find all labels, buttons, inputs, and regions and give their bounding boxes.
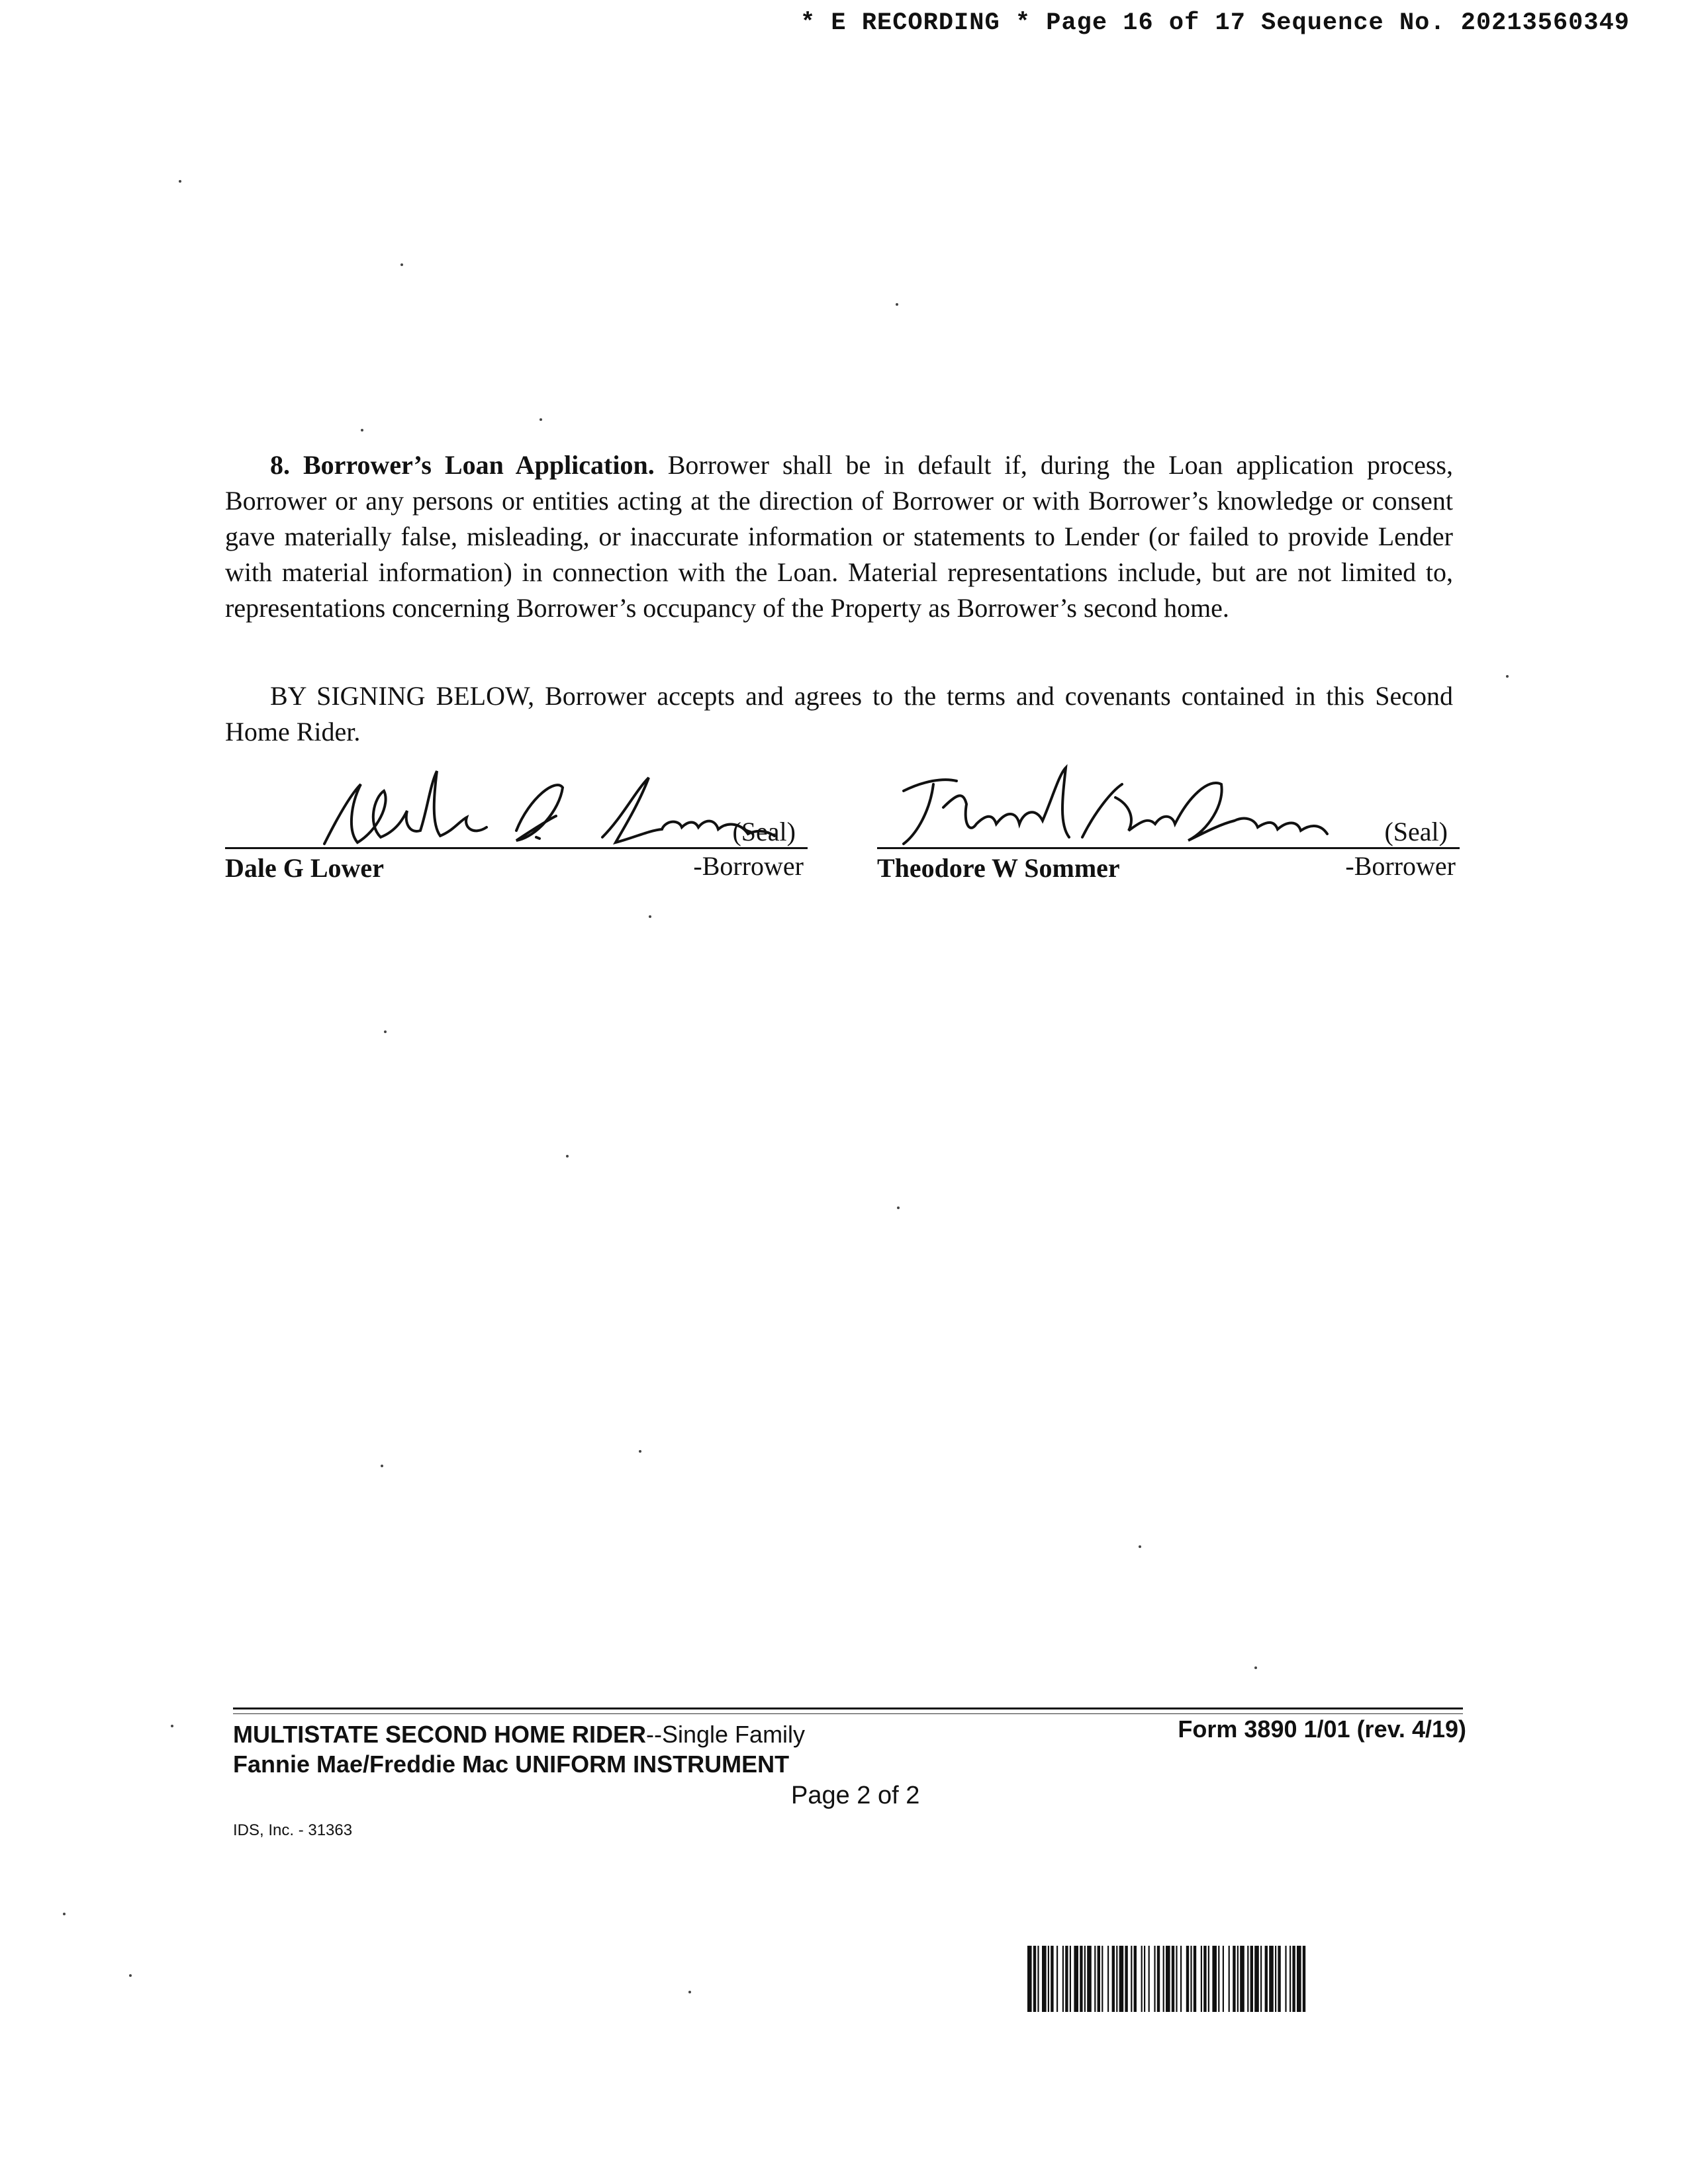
- barcode-bar: [1237, 1946, 1239, 2012]
- seal-label: (Seal): [732, 817, 796, 846]
- scan-speck: [897, 1206, 900, 1209]
- barcode-bar: [1172, 1946, 1174, 2012]
- barcode-bar: [1144, 1946, 1145, 2012]
- barcode-bar: [1203, 1946, 1206, 2012]
- scan-speck: [179, 180, 181, 183]
- signing-statement-paragraph: [225, 678, 1453, 750]
- barcode-bar: [1212, 1946, 1217, 2012]
- scan-speck: [171, 1725, 173, 1727]
- footer-form-number: Form 3890 1/01 (rev. 4/19): [1178, 1715, 1466, 1743]
- section-8-text: Borrower shall be in default if, during the Loan application process, Borrower or any persons or entities acting at the direction of Borrower or with Borrower’s knowledge or consent gave materially false, misleading, or inaccurate information or statements to Lender (or failed to provide Lender with material information) in connection with the Loan. Material representations include, but are not limited to, representations concerning Borrower’s occupancy of the Property as Borrower’s second home.: [225, 450, 1453, 623]
- signature-theodore-sommer: [877, 758, 1460, 850]
- barcode-bar: [1163, 1946, 1164, 2012]
- scan-speck: [1506, 675, 1509, 678]
- barcode-bar: [1176, 1946, 1177, 2012]
- scan-speck: [539, 418, 542, 421]
- recording-stamp: * E RECORDING * Page 16 of 17 Sequence No. 20213560349: [800, 9, 1630, 37]
- barcode-bar: [1149, 1946, 1150, 2012]
- barcode-bar: [1180, 1946, 1182, 2012]
- barcode-bar: [1186, 1946, 1189, 2012]
- barcode-bar: [1233, 1946, 1235, 2012]
- barcode-bar: [1134, 1946, 1137, 2012]
- barcode-bar: [1065, 1946, 1068, 2012]
- scan-speck: [566, 1155, 569, 1158]
- scan-speck: [63, 1913, 66, 1915]
- signature-line-right: [877, 847, 1460, 849]
- footer-page-number: Page 2 of 2: [791, 1782, 920, 1809]
- signature-block-dale-lower: [225, 758, 808, 890]
- scan-speck: [129, 1974, 132, 1977]
- barcode-bar: [1229, 1946, 1230, 2012]
- barcode-bar: [1084, 1946, 1086, 2012]
- barcode-bar: [1102, 1946, 1103, 2012]
- barcode-bar: [1278, 1946, 1280, 2012]
- barcode-bar: [1051, 1946, 1053, 2012]
- barcode-bar: [1250, 1946, 1253, 2012]
- barcode-bar: [1125, 1946, 1127, 2012]
- barcode-bar: [1223, 1946, 1224, 2012]
- barcode-bar: [1131, 1946, 1132, 2012]
- barcode-bar: [1154, 1946, 1155, 2012]
- scan-speck: [639, 1450, 641, 1453]
- barcode-bar: [1070, 1946, 1071, 2012]
- barcode-bar: [1285, 1946, 1286, 2012]
- barcode-bar: [1027, 1946, 1032, 2012]
- barcode-bar: [1297, 1946, 1301, 2012]
- barcode: [1027, 1946, 1454, 2012]
- barcode-bar: [1190, 1946, 1192, 2012]
- scan-speck: [1139, 1545, 1141, 1548]
- footer-ids-code: IDS, Inc. - 31363: [233, 1821, 353, 1839]
- barcode-bar: [1062, 1946, 1064, 2012]
- barcode-bar: [1107, 1946, 1109, 2012]
- section-8-paragraph: [225, 447, 1453, 626]
- barcode-bar: [1194, 1946, 1196, 2012]
- barcode-bar: [1265, 1946, 1268, 2012]
- scan-speck: [384, 1030, 387, 1033]
- scan-speck: [361, 429, 363, 432]
- signer-name-theodore-sommer: Theodore W Sommer: [877, 853, 1120, 883]
- scan-speck: [1254, 1666, 1257, 1669]
- barcode-bar: [1098, 1946, 1100, 2012]
- barcode-bar: [1112, 1946, 1115, 2012]
- barcode-bar: [1056, 1946, 1058, 2012]
- scan-speck: [649, 915, 651, 918]
- barcode-bar: [1303, 1946, 1305, 2012]
- barcode-bar: [1260, 1946, 1262, 2012]
- barcode-bar: [1116, 1946, 1117, 2012]
- signature-block-theodore-sommer: [877, 758, 1460, 890]
- signer-role-borrower: -Borrower: [1345, 851, 1456, 881]
- barcode-bar: [1033, 1946, 1036, 2012]
- footer-uniform-instrument: Fannie Mae/Freddie Mac UNIFORM INSTRUMENT: [233, 1751, 790, 1778]
- barcode-bar: [1166, 1946, 1170, 2012]
- barcode-bar: [1208, 1946, 1209, 2012]
- barcode-bar: [1289, 1946, 1291, 2012]
- barcode-bar: [1292, 1946, 1295, 2012]
- barcode-bar: [1218, 1946, 1219, 2012]
- barcode-bar: [1247, 1946, 1248, 2012]
- scan-speck: [400, 263, 403, 266]
- seal-label: (Seal): [1384, 817, 1448, 846]
- scan-speck: [381, 1465, 383, 1467]
- signing-statement: BY SIGNING BELOW, Borrower accepts and agrees to the terms and covenants contained in this Second Home Rider.: [225, 681, 1453, 747]
- barcode-bar: [1042, 1946, 1047, 2012]
- signature-line-left: [225, 847, 808, 849]
- scan-speck: [688, 1991, 691, 1993]
- barcode-bar: [1074, 1946, 1078, 2012]
- barcode-bar: [1157, 1946, 1160, 2012]
- signer-name-dale-lower: Dale G Lower: [225, 853, 384, 883]
- barcode-bar: [1275, 1946, 1276, 2012]
- barcode-bar: [1254, 1946, 1259, 2012]
- barcode-bar: [1240, 1946, 1244, 2012]
- footer-form-title: MULTISTATE SECOND HOME RIDER--Single Family: [233, 1721, 806, 1748]
- footer-rule-thin: [233, 1713, 1463, 1714]
- barcode-bar: [1080, 1946, 1082, 2012]
- section-8-heading: 8. Borrower’s Loan Application.: [270, 450, 655, 480]
- barcode-bar: [1201, 1946, 1202, 2012]
- scan-speck: [896, 303, 898, 306]
- barcode-bar: [1037, 1946, 1039, 2012]
- barcode-bar: [1087, 1946, 1092, 2012]
- signature-dale-lower: [225, 758, 808, 850]
- footer-rule: [233, 1707, 1463, 1709]
- signer-role-borrower: -Borrower: [693, 851, 804, 881]
- barcode-bar: [1269, 1946, 1274, 2012]
- barcode-bar: [1048, 1946, 1049, 2012]
- barcode-bar: [1094, 1946, 1096, 2012]
- barcode-bar: [1119, 1946, 1124, 2012]
- barcode-bar: [1141, 1946, 1143, 2012]
